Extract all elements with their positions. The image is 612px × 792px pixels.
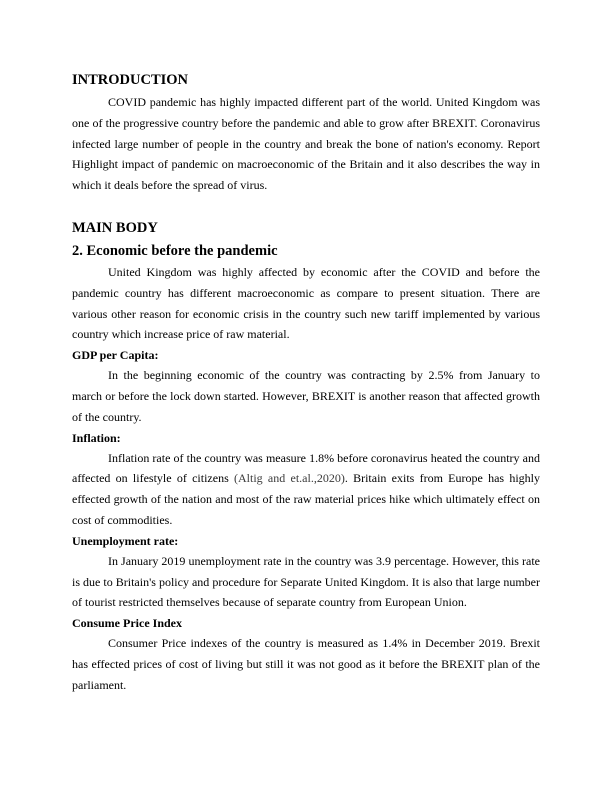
cpi-heading: Consume Price Index [72,616,182,631]
inflation-text-start: Inflation rate of the country was measure 1.8% before coronavirus heated the country and affected on lifestyle of citizens [72,450,540,486]
citation-link: (Altig and et.al.,2020) [234,471,345,486]
unemployment-heading: Unemployment rate: [72,533,179,548]
inflation-text-end: . Britain exits from Europe has highly effected growth of the nation and most of the raw material prices hike which ultimately effect on cost of commodities. [72,471,540,527]
introduction-paragraph: COVID pandemic has highly impacted different part of the world. United Kingdom was one of the progressive country before the pandemic and able to grow after BREXIT. Coronavirus infected large number of people in the country and break the bone of nation's economy. Report Highlight impact of pandemic on macroeconomic of the Britain and it also describes the way in which it deals before the spread of virus. [72,95,540,193]
gdp-heading: GDP per Capita: [72,348,159,363]
introduction-heading: INTRODUCTION [72,72,189,88]
unemployment-paragraph: In January 2019 unemployment rate in the country was 3.9 percentage. However, this rate is due to Britain's policy and procedure for Separate United Kingdom. It is also that large number of tourist restricted themselves because of separate country from European Union. [72,553,540,610]
section-title: 2. Economic before the pandemic [72,242,278,259]
main-body-heading: MAIN BODY [72,219,158,236]
inflation-heading: Inflation: [72,430,121,445]
section-paragraph: United Kingdom was highly affected by economic after the COVID and before the pandemic country has different macroeconomic as compare to present situation. There are various other reason for economic crisis in the country such new tariff implemented by various country which increase price of raw material. [72,264,540,342]
document-page [72,70,540,696]
inflation-paragraph [72,448,540,531]
cpi-paragraph: Consumer Price indexes of the country is measured as 1.4% in December 2019. Brexit has effected prices of cost of living but still it was not good as it before the BREXIT plan of the parliament. [72,636,540,692]
gdp-paragraph: In the beginning economic of the country was contracting by 2.5% from January to march or before the lock down started. However, BREXIT is another reason that affected growth of the country. [72,368,540,424]
